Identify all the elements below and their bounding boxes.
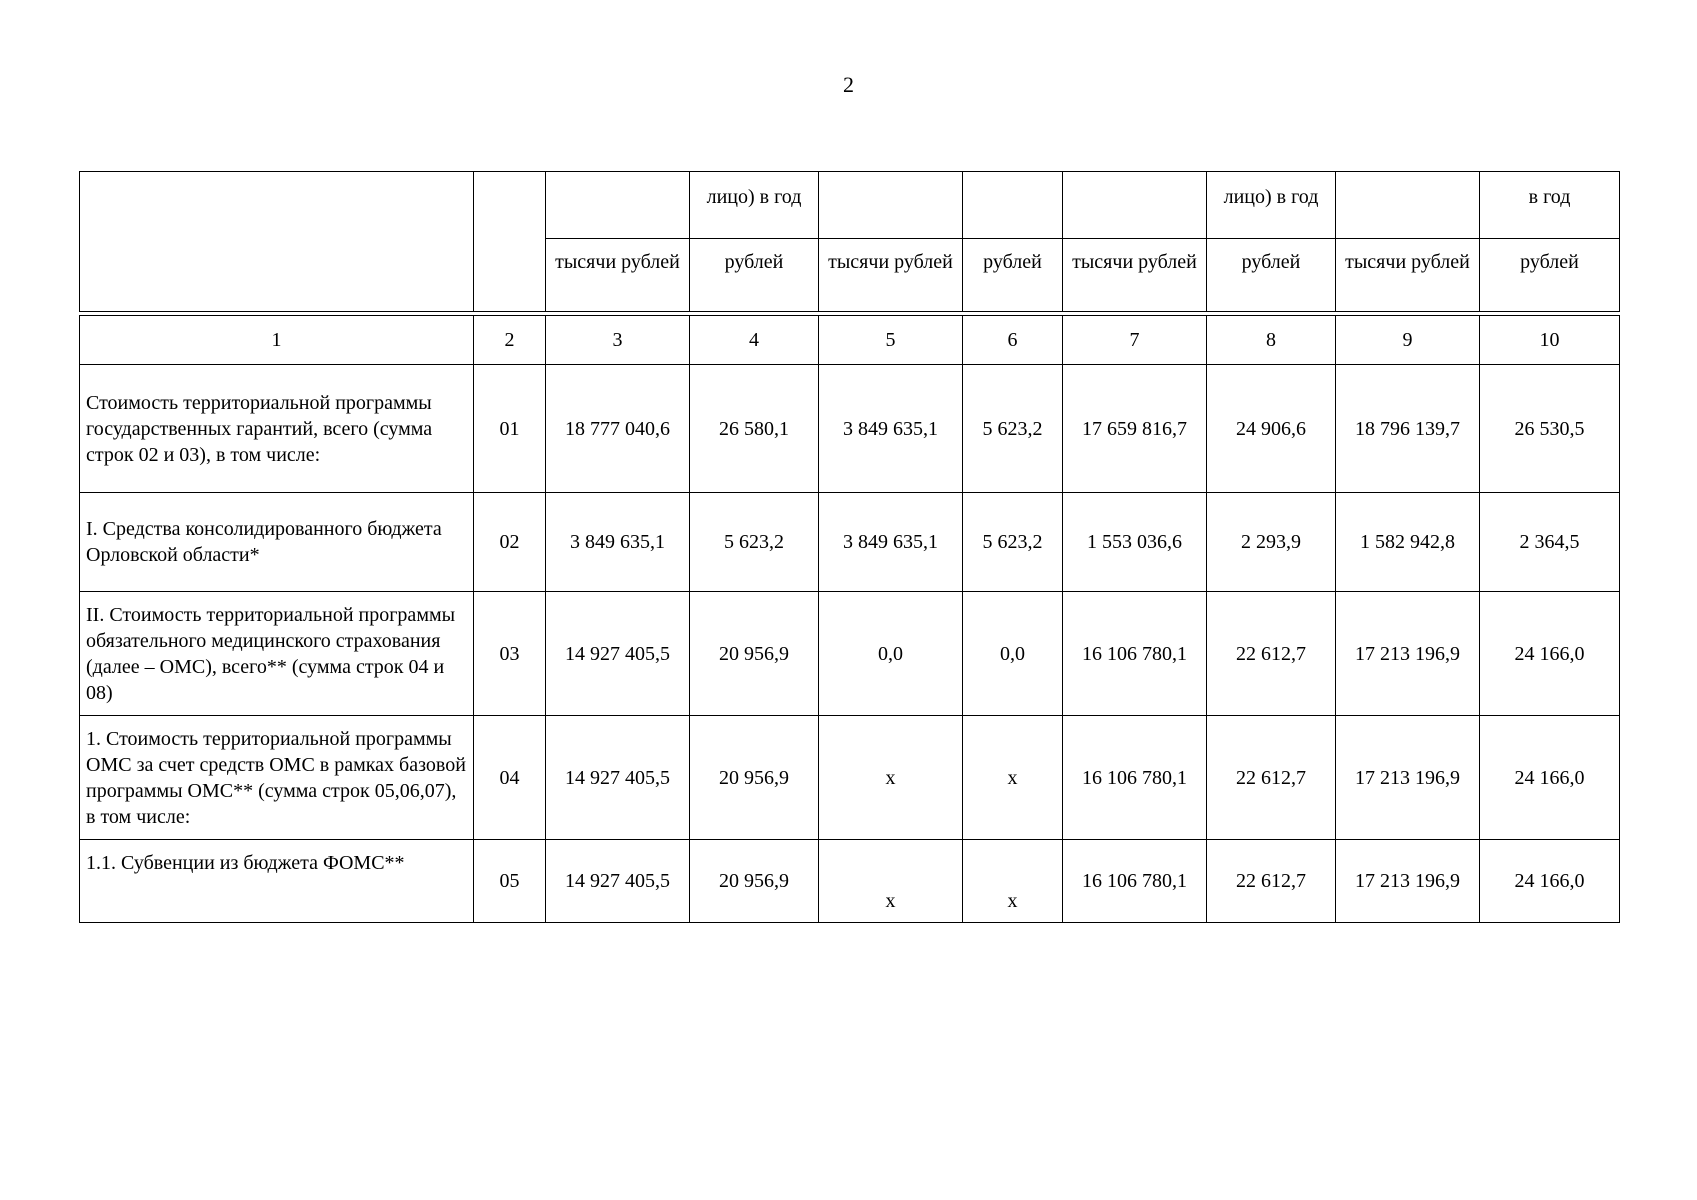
value-cell: 3 849 635,1	[819, 365, 963, 493]
header-period-cell: в год	[1480, 172, 1620, 239]
header-unit-cell: рублей	[1480, 239, 1620, 312]
header-period-cell	[546, 172, 690, 239]
table-row	[80, 592, 1620, 716]
value-cell: 18 796 139,7	[1336, 365, 1480, 493]
value-cell: 17 213 196,9	[1336, 592, 1480, 716]
value-cell: 0,0	[963, 592, 1063, 716]
page-number: 2	[843, 72, 854, 97]
value-cell: 5 623,2	[963, 493, 1063, 592]
value-cell: 14 927 405,5	[546, 840, 690, 923]
header-unit-cell: рублей	[1207, 239, 1336, 312]
value-cell: 1 582 942,8	[1336, 493, 1480, 592]
header-period-cell	[963, 172, 1063, 239]
header-unit-cell: рублей	[690, 239, 819, 312]
column-number: 9	[1336, 316, 1480, 365]
value-cell: 20 956,9	[690, 716, 819, 840]
value-cell: 20 956,9	[690, 592, 819, 716]
header-period-cell	[819, 172, 963, 239]
table-row	[80, 716, 1620, 840]
value-cell: 24 166,0	[1480, 716, 1620, 840]
column-number-row	[80, 316, 1620, 365]
row-description: I. Средства консолидированного бюджета Орловской области*	[80, 493, 474, 592]
value-cell: 24 166,0	[1480, 840, 1620, 923]
column-number: 1	[80, 316, 474, 365]
header-cell-description	[80, 172, 474, 312]
value-cell: х	[819, 840, 963, 923]
value-cell: х	[963, 840, 1063, 923]
row-code: 04	[474, 716, 546, 840]
value-cell: 16 106 780,1	[1063, 592, 1207, 716]
row-code: 01	[474, 365, 546, 493]
header-unit-cell: тысячи рублей	[546, 239, 690, 312]
row-description: 1. Стоимость территориальной программы ОМС за счет средств ОМС в рамках базовой программы ОМС** (сумма строк 05,06,07), в том числе:	[80, 716, 474, 840]
value-cell: 17 213 196,9	[1336, 716, 1480, 840]
value-cell: 17 213 196,9	[1336, 840, 1480, 923]
row-description: II. Стоимость территориальной программы обязательного медицинского страхования (далее – ОМС), всего** (сумма строк 04 и 08)	[80, 592, 474, 716]
row-description: Стоимость территориальной программы государственных гарантий, всего (сумма строк 02 и 03), в том числе:	[80, 365, 474, 493]
value-cell: 14 927 405,5	[546, 716, 690, 840]
row-code: 03	[474, 592, 546, 716]
table-header	[79, 171, 1620, 312]
table-row	[80, 365, 1620, 493]
row-code: 05	[474, 840, 546, 923]
column-number: 6	[963, 316, 1063, 365]
column-number: 3	[546, 316, 690, 365]
value-cell: 3 849 635,1	[819, 493, 963, 592]
column-number: 5	[819, 316, 963, 365]
value-cell: 26 580,1	[690, 365, 819, 493]
column-number: 10	[1480, 316, 1620, 365]
value-cell: 0,0	[819, 592, 963, 716]
value-cell: 18 777 040,6	[546, 365, 690, 493]
header-period-cell: лицо) в год	[1207, 172, 1336, 239]
value-cell: 22 612,7	[1207, 840, 1336, 923]
table-row	[80, 493, 1620, 592]
value-cell: 17 659 816,7	[1063, 365, 1207, 493]
header-unit-cell: рублей	[963, 239, 1063, 312]
data-table	[79, 315, 1620, 923]
column-number: 2	[474, 316, 546, 365]
value-cell: х	[819, 716, 963, 840]
value-cell: 2 364,5	[1480, 493, 1620, 592]
header-unit-cell: тысячи рублей	[1063, 239, 1207, 312]
header-period-cell	[1336, 172, 1480, 239]
value-cell: 5 623,2	[963, 365, 1063, 493]
value-cell: 1 553 036,6	[1063, 493, 1207, 592]
value-cell: 16 106 780,1	[1063, 840, 1207, 923]
value-cell: 2 293,9	[1207, 493, 1336, 592]
row-code: 02	[474, 493, 546, 592]
header-unit-cell: тысячи рублей	[819, 239, 963, 312]
row-description: 1.1. Субвенции из бюджета ФОМС**	[80, 840, 474, 923]
value-cell: 20 956,9	[690, 840, 819, 923]
value-cell: 22 612,7	[1207, 716, 1336, 840]
value-cell: 22 612,7	[1207, 592, 1336, 716]
header-period-cell: лицо) в год	[690, 172, 819, 239]
header-period-cell	[1063, 172, 1207, 239]
value-cell: 14 927 405,5	[546, 592, 690, 716]
value-cell: 16 106 780,1	[1063, 716, 1207, 840]
value-cell: 3 849 635,1	[546, 493, 690, 592]
column-number: 4	[690, 316, 819, 365]
header-unit-cell: тысячи рублей	[1336, 239, 1480, 312]
table-row	[80, 840, 1620, 923]
header-cell-code	[474, 172, 546, 312]
value-cell: 24 906,6	[1207, 365, 1336, 493]
column-number: 8	[1207, 316, 1336, 365]
value-cell: 5 623,2	[690, 493, 819, 592]
value-cell: х	[963, 716, 1063, 840]
value-cell: 24 166,0	[1480, 592, 1620, 716]
column-number: 7	[1063, 316, 1207, 365]
value-cell: 26 530,5	[1480, 365, 1620, 493]
